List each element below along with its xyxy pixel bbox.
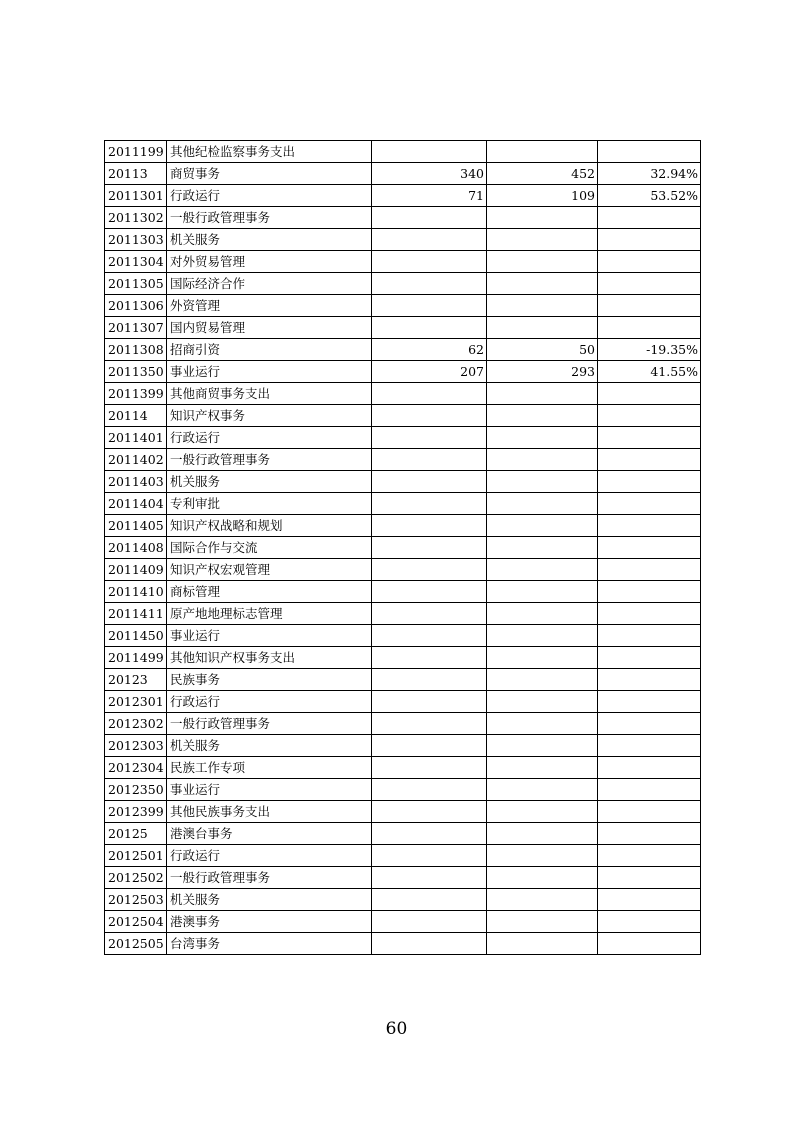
table-row	[105, 823, 701, 845]
cell-value-2	[487, 537, 598, 559]
table-row	[105, 669, 701, 691]
cell-code: 2012301	[105, 691, 167, 713]
cell-code: 2011302	[105, 207, 167, 229]
table-row	[105, 163, 701, 185]
cell-value-2	[487, 735, 598, 757]
cell-value-1	[372, 647, 487, 669]
cell-code: 20123	[105, 669, 167, 691]
cell-percent-change	[598, 823, 701, 845]
cell-value-2	[487, 383, 598, 405]
cell-percent-change	[598, 647, 701, 669]
cell-name: 行政运行	[167, 427, 372, 449]
table-row	[105, 647, 701, 669]
table-row	[105, 735, 701, 757]
cell-name: 港澳台事务	[167, 823, 372, 845]
cell-value-2	[487, 669, 598, 691]
cell-percent-change	[598, 867, 701, 889]
cell-code: 2011306	[105, 295, 167, 317]
cell-code: 2011410	[105, 581, 167, 603]
cell-value-1	[372, 317, 487, 339]
table-row	[105, 581, 701, 603]
cell-value-1	[372, 889, 487, 911]
cell-code: 2011404	[105, 493, 167, 515]
cell-percent-change	[598, 735, 701, 757]
cell-value-2: 452	[487, 163, 598, 185]
cell-percent-change	[598, 493, 701, 515]
cell-value-2	[487, 229, 598, 251]
cell-value-1	[372, 273, 487, 295]
table-row	[105, 273, 701, 295]
cell-code: 2011409	[105, 559, 167, 581]
table-row	[105, 713, 701, 735]
cell-name: 原产地地理标志管理	[167, 603, 372, 625]
cell-percent-change	[598, 229, 701, 251]
cell-value-1	[372, 691, 487, 713]
table-body	[105, 141, 701, 955]
table-row	[105, 603, 701, 625]
cell-value-1	[372, 581, 487, 603]
cell-percent-change	[598, 207, 701, 229]
cell-percent-change	[598, 625, 701, 647]
cell-value-2	[487, 603, 598, 625]
cell-name: 其他民族事务支出	[167, 801, 372, 823]
cell-percent-change	[598, 801, 701, 823]
cell-percent-change	[598, 691, 701, 713]
cell-name: 其他商贸事务支出	[167, 383, 372, 405]
cell-name: 其他纪检监察事务支出	[167, 141, 372, 163]
table-row	[105, 229, 701, 251]
cell-code: 2011350	[105, 361, 167, 383]
table-row	[105, 383, 701, 405]
cell-value-1: 207	[372, 361, 487, 383]
cell-percent-change	[598, 471, 701, 493]
cell-code: 2011307	[105, 317, 167, 339]
cell-value-1	[372, 823, 487, 845]
table-row	[105, 691, 701, 713]
cell-name: 一般行政管理事务	[167, 449, 372, 471]
cell-name: 对外贸易管理	[167, 251, 372, 273]
cell-code: 2011308	[105, 339, 167, 361]
cell-value-1	[372, 383, 487, 405]
cell-code: 2012505	[105, 933, 167, 955]
cell-code: 20114	[105, 405, 167, 427]
cell-value-1	[372, 537, 487, 559]
cell-percent-change	[598, 295, 701, 317]
table-row	[105, 207, 701, 229]
cell-code: 2012350	[105, 779, 167, 801]
table-row	[105, 405, 701, 427]
cell-code: 2012502	[105, 867, 167, 889]
cell-value-1: 62	[372, 339, 487, 361]
cell-code: 2011401	[105, 427, 167, 449]
cell-value-2	[487, 911, 598, 933]
cell-value-2	[487, 207, 598, 229]
budget-table	[104, 140, 701, 955]
cell-percent-change: 53.52%	[598, 185, 701, 207]
cell-code: 2011411	[105, 603, 167, 625]
cell-value-2	[487, 295, 598, 317]
cell-value-1	[372, 669, 487, 691]
table-row	[105, 801, 701, 823]
cell-percent-change: 32.94%	[598, 163, 701, 185]
cell-percent-change	[598, 559, 701, 581]
cell-value-1	[372, 427, 487, 449]
table-row	[105, 911, 701, 933]
cell-percent-change	[598, 537, 701, 559]
cell-name: 其他知识产权事务支出	[167, 647, 372, 669]
cell-value-2	[487, 757, 598, 779]
cell-percent-change	[598, 779, 701, 801]
cell-value-2	[487, 867, 598, 889]
cell-name: 机关服务	[167, 229, 372, 251]
cell-name: 一般行政管理事务	[167, 713, 372, 735]
cell-value-1	[372, 801, 487, 823]
cell-value-2	[487, 647, 598, 669]
cell-value-1	[372, 779, 487, 801]
cell-value-1	[372, 295, 487, 317]
cell-code: 2011499	[105, 647, 167, 669]
cell-value-1	[372, 735, 487, 757]
table-row	[105, 537, 701, 559]
cell-percent-change	[598, 449, 701, 471]
cell-value-2	[487, 427, 598, 449]
cell-percent-change	[598, 405, 701, 427]
cell-value-2	[487, 779, 598, 801]
cell-value-1	[372, 845, 487, 867]
table-row	[105, 295, 701, 317]
page-number: 60	[385, 1019, 408, 1039]
cell-percent-change	[598, 713, 701, 735]
cell-code: 2012303	[105, 735, 167, 757]
cell-percent-change: 41.55%	[598, 361, 701, 383]
cell-code: 2011304	[105, 251, 167, 273]
cell-name: 商标管理	[167, 581, 372, 603]
cell-code: 20113	[105, 163, 167, 185]
table-row	[105, 317, 701, 339]
cell-code: 2012304	[105, 757, 167, 779]
cell-code: 2011450	[105, 625, 167, 647]
cell-code: 2011402	[105, 449, 167, 471]
table-row	[105, 559, 701, 581]
table-row	[105, 471, 701, 493]
cell-value-2	[487, 713, 598, 735]
cell-value-1	[372, 911, 487, 933]
table-row	[105, 361, 701, 383]
table-row	[105, 493, 701, 515]
cell-name: 机关服务	[167, 735, 372, 757]
cell-value-2	[487, 141, 598, 163]
cell-code: 2011405	[105, 515, 167, 537]
cell-code: 2011403	[105, 471, 167, 493]
table-row	[105, 251, 701, 273]
cell-percent-change	[598, 889, 701, 911]
cell-percent-change	[598, 141, 701, 163]
cell-code: 2012503	[105, 889, 167, 911]
cell-value-2: 109	[487, 185, 598, 207]
cell-value-1	[372, 625, 487, 647]
cell-value-1	[372, 493, 487, 515]
cell-code: 2012501	[105, 845, 167, 867]
cell-name: 知识产权宏观管理	[167, 559, 372, 581]
cell-percent-change	[598, 603, 701, 625]
cell-value-2	[487, 625, 598, 647]
cell-name: 台湾事务	[167, 933, 372, 955]
cell-value-2	[487, 317, 598, 339]
cell-name: 国际经济合作	[167, 273, 372, 295]
table-row	[105, 867, 701, 889]
cell-name: 专利审批	[167, 493, 372, 515]
cell-name: 事业运行	[167, 779, 372, 801]
cell-value-2	[487, 581, 598, 603]
table-row	[105, 339, 701, 361]
table-row	[105, 757, 701, 779]
cell-percent-change	[598, 581, 701, 603]
cell-percent-change	[598, 669, 701, 691]
cell-name: 行政运行	[167, 185, 372, 207]
cell-name: 招商引资	[167, 339, 372, 361]
cell-name: 一般行政管理事务	[167, 867, 372, 889]
cell-name: 港澳事务	[167, 911, 372, 933]
cell-value-2	[487, 823, 598, 845]
table-row	[105, 185, 701, 207]
cell-value-1	[372, 405, 487, 427]
cell-value-2: 50	[487, 339, 598, 361]
cell-value-2	[487, 515, 598, 537]
cell-value-1	[372, 251, 487, 273]
cell-code: 2012399	[105, 801, 167, 823]
cell-percent-change	[598, 515, 701, 537]
cell-percent-change	[598, 757, 701, 779]
cell-percent-change	[598, 427, 701, 449]
cell-value-2: 293	[487, 361, 598, 383]
cell-name: 一般行政管理事务	[167, 207, 372, 229]
cell-code: 2012302	[105, 713, 167, 735]
cell-value-2	[487, 449, 598, 471]
table-row	[105, 889, 701, 911]
cell-name: 知识产权战略和规划	[167, 515, 372, 537]
cell-value-1	[372, 207, 487, 229]
table-row	[105, 625, 701, 647]
cell-value-2	[487, 889, 598, 911]
cell-value-1	[372, 229, 487, 251]
cell-name: 机关服务	[167, 471, 372, 493]
cell-value-1	[372, 515, 487, 537]
table-row	[105, 141, 701, 163]
cell-code: 2011199	[105, 141, 167, 163]
cell-percent-change: -19.35%	[598, 339, 701, 361]
cell-value-2	[487, 273, 598, 295]
cell-code: 2011305	[105, 273, 167, 295]
table-row	[105, 845, 701, 867]
cell-value-1	[372, 933, 487, 955]
cell-value-2	[487, 801, 598, 823]
cell-code: 20125	[105, 823, 167, 845]
cell-value-2	[487, 405, 598, 427]
cell-value-2	[487, 471, 598, 493]
cell-code: 2011303	[105, 229, 167, 251]
cell-value-2	[487, 559, 598, 581]
cell-value-2	[487, 251, 598, 273]
cell-percent-change	[598, 383, 701, 405]
cell-code: 2011301	[105, 185, 167, 207]
table-row	[105, 449, 701, 471]
cell-value-1	[372, 141, 487, 163]
table-row	[105, 779, 701, 801]
cell-name: 行政运行	[167, 691, 372, 713]
cell-name: 机关服务	[167, 889, 372, 911]
cell-value-1	[372, 757, 487, 779]
cell-percent-change	[598, 317, 701, 339]
cell-name: 商贸事务	[167, 163, 372, 185]
cell-value-1	[372, 559, 487, 581]
cell-name: 民族工作专项	[167, 757, 372, 779]
cell-code: 2011399	[105, 383, 167, 405]
cell-value-1	[372, 867, 487, 889]
cell-value-1: 71	[372, 185, 487, 207]
cell-percent-change	[598, 933, 701, 955]
cell-code: 2012504	[105, 911, 167, 933]
cell-value-2	[487, 845, 598, 867]
cell-value-1	[372, 713, 487, 735]
cell-name: 国内贸易管理	[167, 317, 372, 339]
cell-percent-change	[598, 273, 701, 295]
cell-name: 事业运行	[167, 625, 372, 647]
cell-name: 行政运行	[167, 845, 372, 867]
cell-percent-change	[598, 251, 701, 273]
cell-value-1	[372, 603, 487, 625]
cell-name: 国际合作与交流	[167, 537, 372, 559]
table-row	[105, 427, 701, 449]
cell-name: 事业运行	[167, 361, 372, 383]
cell-value-2	[487, 493, 598, 515]
cell-name: 知识产权事务	[167, 405, 372, 427]
table-row	[105, 933, 701, 955]
cell-code: 2011408	[105, 537, 167, 559]
table-row	[105, 515, 701, 537]
cell-value-1	[372, 471, 487, 493]
cell-percent-change	[598, 845, 701, 867]
cell-name: 外资管理	[167, 295, 372, 317]
cell-percent-change	[598, 911, 701, 933]
cell-name: 民族事务	[167, 669, 372, 691]
cell-value-2	[487, 933, 598, 955]
cell-value-1	[372, 449, 487, 471]
cell-value-1: 340	[372, 163, 487, 185]
cell-value-2	[487, 691, 598, 713]
